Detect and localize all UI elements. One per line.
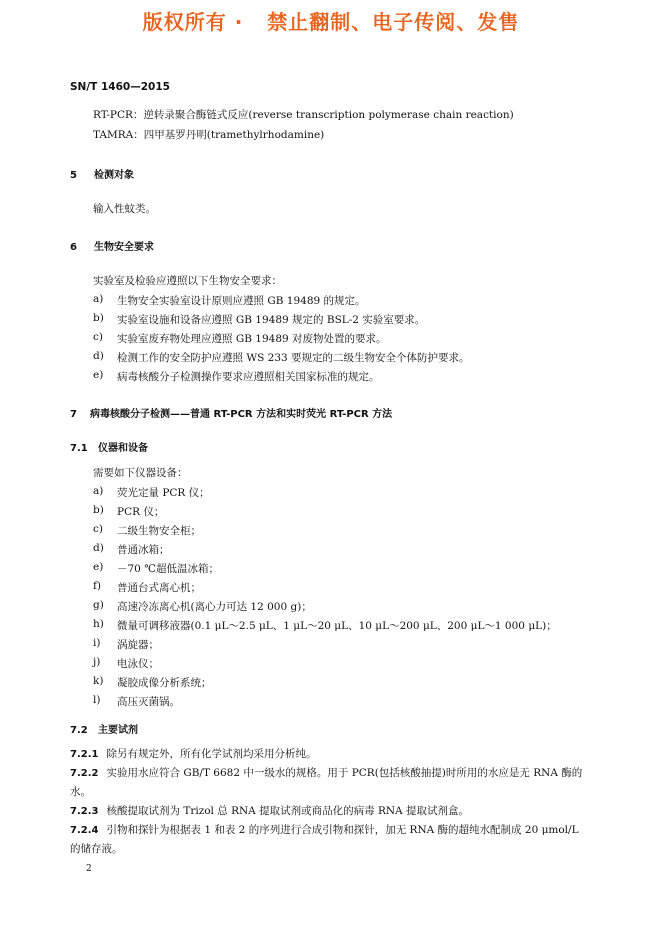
clause-7-2-4: [70, 821, 585, 859]
section-7-2-heading: [70, 721, 138, 736]
clause-7-2-2: [70, 764, 585, 802]
equipment-item-text: 微量可调移液器(0.1 μL～2.5 μL、1 μL～20 μL、10 μL～200 μL、200 μL～1 000 μL)；: [117, 620, 557, 632]
section-number: 6: [70, 242, 77, 253]
section-number: 5: [70, 170, 77, 181]
equipment-item-text: 凝胶成像分析系统；: [117, 677, 212, 689]
equipment-item-text: 高速冷冻离心机(离心力可达 12 000 g)；: [117, 601, 312, 613]
equipment-item-text: 普通冰箱；: [117, 544, 170, 556]
equipment-item-label: i): [93, 637, 101, 649]
clause-7-2-3: [70, 802, 585, 821]
clause-number: 7.2.2: [70, 768, 99, 779]
standard-code: SN/T 1460—2015: [70, 81, 170, 93]
section-title: 检测对象: [94, 170, 134, 181]
clause-number: 7.2.3: [70, 806, 99, 817]
requirement-item-label: e): [93, 369, 104, 381]
equipment-item-text: 二级生物安全柜；: [117, 525, 201, 537]
section-6-heading: [70, 238, 154, 253]
equipment-item-label: d): [93, 542, 104, 554]
clause-number: 7.2.1: [70, 749, 99, 760]
requirement-item-label: a): [93, 293, 104, 305]
section-7-1-intro: 需要如下仪器设备：: [93, 467, 188, 479]
section-number: 7: [70, 409, 77, 420]
requirement-item-label: d): [93, 350, 104, 362]
equipment-item-text: 普通台式离心机；: [117, 582, 201, 594]
clause-text: 引物和探针为根据表 1 和表 2 的序列进行合成引物和探针，加无 RNA 酶的超纯水配制成 20 μmol/L 的储存液。: [70, 824, 579, 855]
equipment-item-label: a): [93, 485, 104, 497]
section-7-1-heading: [70, 439, 148, 454]
requirement-item-text: 实验室废弃物处理应遵照 GB 19489 对废物处置的要求。: [117, 333, 387, 345]
equipment-item-label: e): [93, 561, 104, 573]
page-number: 2: [86, 864, 92, 874]
watermark: 版权所有 · 禁止翻制、电子传阅、发售: [142, 10, 520, 34]
requirement-item-text: 病毒核酸分子检测操作要求应遵照相关国家标准的规定。: [117, 371, 380, 383]
clause-text: 除另有规定外，所有化学试剂均采用分析纯。: [106, 748, 317, 760]
equipment-item-label: c): [93, 523, 103, 535]
clause-number: 7.2.4: [70, 825, 99, 836]
section-5-heading: [70, 166, 134, 181]
section-title: 仪器和设备: [98, 443, 148, 454]
equipment-item-text: 荧光定量 PCR 仪；: [117, 487, 210, 499]
requirement-item-text: 检测工作的安全防护应遵照 WS 233 要规定的二级生物安全个体防护要求。: [117, 352, 470, 364]
clause-text: 实验用水应符合 GB/T 6682 中一级水的规格。用于 PCR(包括核酸抽提)时所用的水应是无 RNA 酶的水。: [70, 767, 583, 798]
abbreviation-tamra: TAMRA：四甲基罗丹明(tramethylrhodamine): [93, 129, 325, 141]
equipment-item-text: PCR 仪；: [117, 506, 165, 518]
equipment-item-text: 电泳仪；: [117, 658, 159, 670]
requirement-item-label: c): [93, 331, 103, 343]
section-title: 生物安全要求: [94, 242, 154, 253]
equipment-item-text: 高压灭菌锅。: [117, 696, 180, 708]
equipment-item-label: f): [93, 580, 101, 592]
section-title: 病毒核酸分子检测——普通 RT-PCR 方法和实时荧光 RT-PCR 方法: [90, 409, 393, 420]
equipment-item-label: l): [93, 694, 101, 706]
section-5-text: 输入性蚊类。: [93, 203, 156, 215]
equipment-item-label: h): [93, 618, 104, 630]
equipment-item-label: k): [93, 675, 104, 687]
section-number: 7.1: [70, 443, 88, 454]
equipment-item-label: j): [93, 656, 101, 668]
section-7-heading: [70, 405, 392, 420]
section-6-intro: 实验室及检验应遵照以下生物安全要求：: [93, 275, 282, 287]
equipment-item-text: －70 ℃超低温冰箱；: [117, 563, 219, 575]
requirement-item-text: 生物安全实验室设计原则应遵照 GB 19489 的规定。: [117, 295, 366, 307]
abbreviation-rt-pcr: RT-PCR：逆转录聚合酶链式反应(reverse transcription polymerase chain reaction): [93, 109, 514, 121]
equipment-item-label: b): [93, 504, 104, 516]
clause-7-2-1: [70, 745, 585, 764]
requirement-item-label: b): [93, 312, 104, 324]
equipment-item-label: g): [93, 599, 104, 611]
equipment-item-text: 涡旋器；: [117, 639, 159, 651]
requirement-item-text: 实验室设施和设备应遵照 GB 19489 规定的 BSL-2 实验室要求。: [117, 314, 426, 326]
section-number: 7.2: [70, 725, 88, 736]
clause-text: 核酸提取试剂为 Trizol 总 RNA 提取试剂或商品化的病毒 RNA 提取试剂盒。: [106, 805, 469, 817]
section-title: 主要试剂: [98, 725, 138, 736]
